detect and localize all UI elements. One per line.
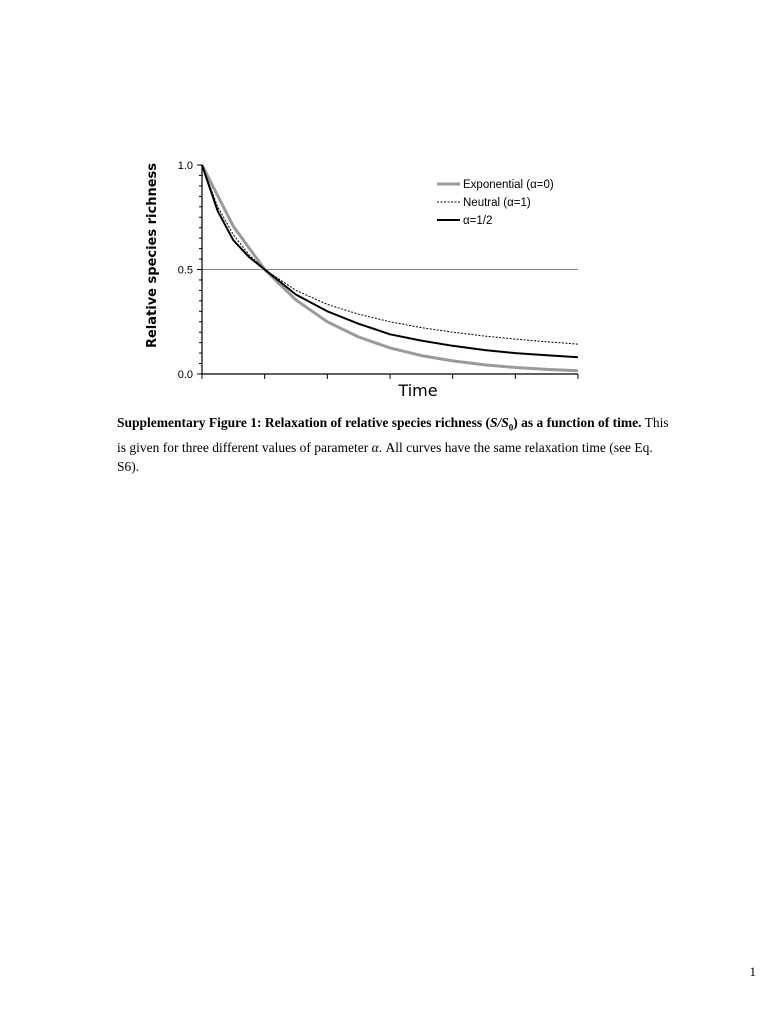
caption-bold-text-1: Supplementary Figure 1: Relaxation of relative species richness (	[117, 415, 490, 430]
caption-subscript: 0	[508, 422, 514, 433]
caption-bold-text-2: ) as a function of time.	[513, 415, 642, 430]
caption-text-1: This is given for three different values of parameter	[117, 415, 669, 455]
y-tick-label: 0.5	[177, 264, 193, 277]
caption-text-2: . All curves have the same relaxation time (see Eq. S6).	[117, 439, 653, 474]
y-axis-label: Relative species richness	[145, 162, 160, 349]
y-tick-label: 0.0	[177, 369, 193, 381]
legend-label-2: α=1/2	[463, 215, 493, 227]
x-axis-label: Time	[398, 381, 438, 400]
y-tick-label: 1.0	[177, 160, 193, 172]
caption-alpha-symbol: α	[371, 439, 379, 455]
figure	[140, 150, 600, 400]
relaxation-chart	[140, 150, 600, 400]
caption-symbol-s: S/S	[489, 415, 509, 430]
legend-label-1: Neutral (α=1)	[463, 197, 531, 209]
series-line-1	[202, 165, 578, 344]
legend-label-0: Exponential (α=0)	[463, 179, 554, 191]
page-number: 1	[749, 964, 756, 979]
figure-caption	[117, 413, 677, 476]
